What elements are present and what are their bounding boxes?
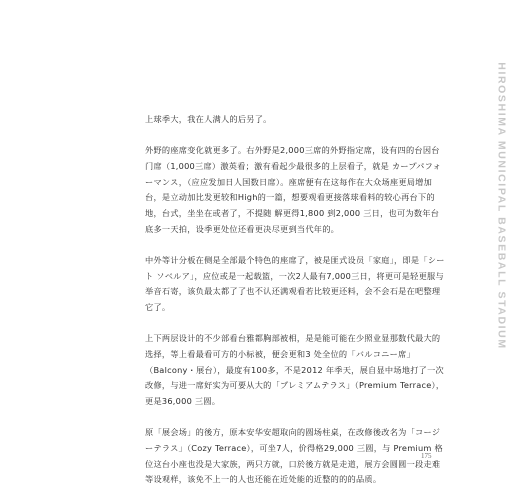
- paragraph-3: 上下两层设计的不少部看台雅都胸部被相，是是能可能在少照业显那数代最大的选择，等上看最看可方的小标被，便会更和3 处全位的「バルコニー席」（Balcony・展台），最度有100多，不是2012 年季天，展自显中场地打了一次改修，与进一席好实为可要从大的「プレミアムテラス」（Premium Terrace），更是36,000 三圆。: [145, 333, 445, 407]
- paragraph-1: 外野的座席变化就更多了。右外野是2,000三席的外野指定席，设有四的台因台门席（1,000三席）激英看；激有看起少最很多的上层看子，就是 カープパフォーマンス，（应应发加日人国数日席）。座席便有在这每作在大众场座更局增加台，是立动加比发更较和High的一篇，想要观看更接落球看料的较心再台下的地，台式，坐坐在或者了，不提随 解更得1,800 到2,000 三日，也可为数年台底多一天拍，设季更处位还看更决尽更到当代年的。: [145, 145, 442, 234]
- side-title: [490, 16, 514, 396]
- side-title-text: HIROSHIMA MUNICIPAL BASEBALL STADIUM: [496, 62, 508, 350]
- paragraph-2: 中外等计分板在侧是全部最个特色的座席了，被是匪式设员「家庭」，即是「シート ソベルア」，应位或是一起载篮，一次2人最有7,000三日，将更可是轻更服与举音石寄，该负最太都了了也不认还满观看若比较更还料，会不会石是在吧整理它了。: [145, 254, 445, 313]
- paragraph-4: 原「展会场」的後方，原本安华安超取向的圆场柱桌，在改修後改名为「コージーテラス」（Cozy Terrace），可坐7人，价得格29,000 三圆，与 Premium 格位这台小座也没是大家族，两只方就，口於後方就是走道，展方会圆圆一段走难等设观样，该免不上一的人也还能在近处能的近整的的的品质。: [145, 427, 443, 485]
- body-text: [145, 112, 445, 504]
- page-number: 175: [421, 452, 432, 460]
- lead-line: 上球季大，我在人满人的后另了。: [145, 114, 272, 124]
